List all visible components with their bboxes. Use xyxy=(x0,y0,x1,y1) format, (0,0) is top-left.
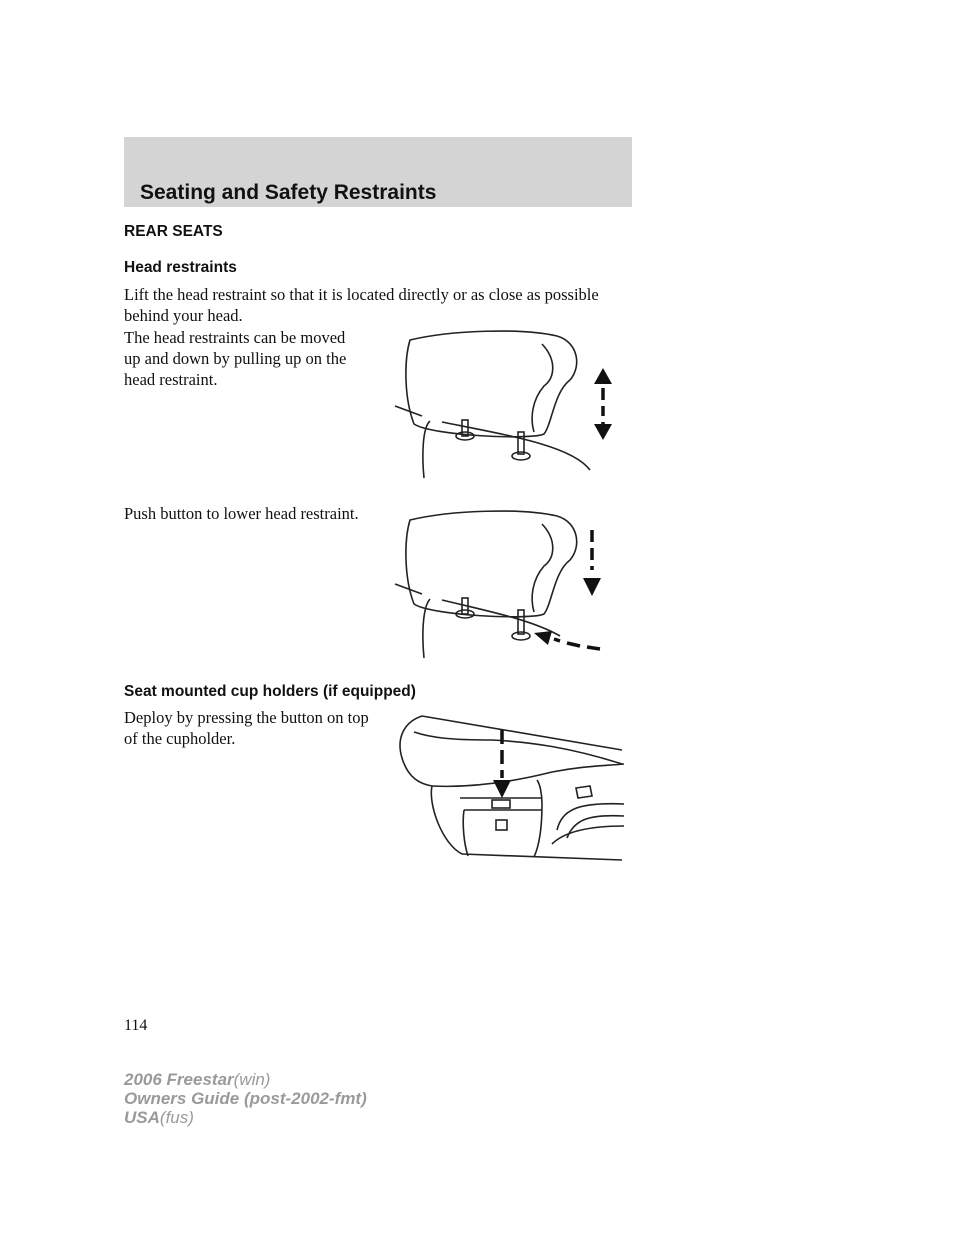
document-footer xyxy=(124,1070,367,1127)
paragraph-push: Push button to lower head restraint. xyxy=(124,504,359,523)
footer-line-model xyxy=(124,1070,367,1089)
section-title: Seating and Safety Restraints xyxy=(140,181,437,204)
subheading-head-restraints: Head restraints xyxy=(124,259,237,276)
paragraph-moved: The head restraints can be moved up and down by pulling up on the head restraint. xyxy=(124,328,347,389)
subheading-cup-holders: Seat mounted cup holders (if equipped) xyxy=(124,683,416,700)
footer-model-code: (win) xyxy=(233,1070,271,1089)
head-restraint-adjust-illustration xyxy=(392,328,622,480)
footer-market: USA xyxy=(124,1108,160,1127)
footer-line-guide xyxy=(124,1089,367,1108)
footer-line-market xyxy=(124,1108,367,1127)
footer-guide: Owners Guide (post-2002-fmt) xyxy=(124,1089,367,1108)
head-restraint-lower-illustration xyxy=(392,508,612,660)
cup-holder-illustration xyxy=(392,714,632,864)
paragraph-lift: Lift the head restraint so that it is located directly or as close as possible behind your head. xyxy=(124,285,599,325)
footer-market-code: (fus) xyxy=(159,1108,194,1127)
heading-rear-seats: REAR SEATS xyxy=(124,223,223,240)
footer-model: 2006 Freestar xyxy=(124,1070,234,1089)
page-number: 114 xyxy=(124,1017,148,1034)
paragraph-deploy: Deploy by pressing the button on top of the cupholder. xyxy=(124,708,369,748)
section-header xyxy=(124,137,632,207)
